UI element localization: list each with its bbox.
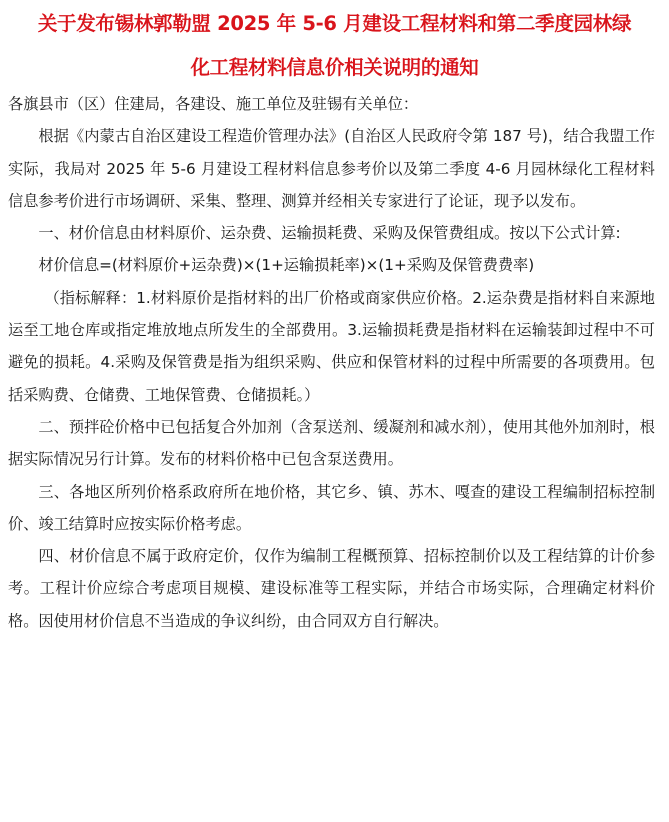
notice-body [0, 88, 669, 637]
item-1-paragraph: 一、材价信息由材料原价、运杂费、运输损耗费、采购及保管费组成。按以下公式计算: [38, 224, 621, 243]
formula-paragraph: 材价信息=(材料原价+运杂费)×(1+运输损耗率)×(1+采购及保管费费率) [38, 256, 535, 275]
salutation: 各旗县市（区）住建局，各建设、施工单位及驻锡有关单位： [8, 95, 419, 113]
title-line-1: 关于发布锡林郭勒盟 2025 年 5-6 月建设工程材料和第二季度园林绿 [37, 12, 632, 35]
item-3-paragraph: 三、各地区所列价格系政府所在地价格，其它乡、镇、苏木、嘎查的建设工程编制招标控制价、竣工结算时应按实际价格考虑。 [8, 482, 655, 533]
item-4-paragraph: 四、材价信息不属于政府定价，仅作为编制工程概预算、招标控制价以及工程结算的计价参考。工程计价应综合考虑项目规模、建设标准等工程实际，并结合市场实际，合理确定材料价格。因使用材价信息不当造成的争议纠纷，由合同双方自行解决。 [8, 547, 655, 630]
notice-title [0, 4, 669, 88]
explanation-paragraph: （指标解释：1.材料原价是指材料的出厂价格或商家供应价格。2.运杂费是指材料自来源地运至工地仓库或指定堆放地点所发生的全部费用。3.运输损耗费是指材料在运输装卸过程中不可避免的损耗。4.采购及保管费是指为组织采购、供应和保管材料的过程中所需要的各项费用。包括采购费、仓储费、工地保管费、仓储损耗。） [8, 288, 655, 404]
item-2-paragraph: 二、预拌砼价格中已包括复合外加剂（含泵送剂、缓凝剂和减水剂），使用其他外加剂时，根据实际情况另行计算。发布的材料价格中已包含泵送费用。 [8, 417, 655, 469]
intro-paragraph: 根据《内蒙古自治区建设工程造价管理办法》(自治区人民政府令第 187 号)，结合我盟工作实际，我局对 2025 年 5-6 月建设工程材料信息参考价以及第二季度 4-6 月园林绿化工程材料信息参考价进行市场调研、采集、整理、测算并经相关专家进行了论证，现予以发布。 [8, 127, 655, 210]
title-line-2: 化工程材料信息价相关说明的通知 [190, 56, 479, 79]
